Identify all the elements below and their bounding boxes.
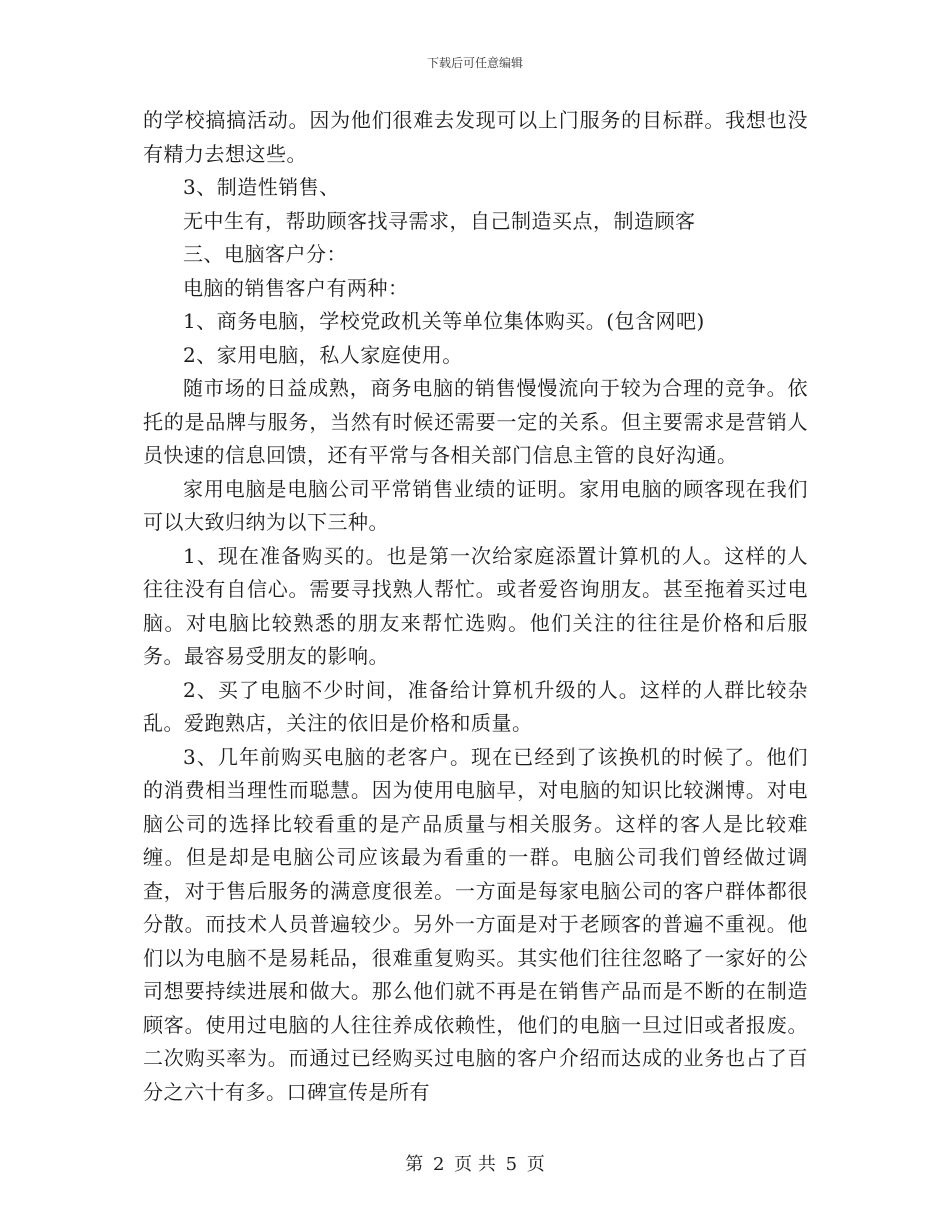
paragraph-7: 2、家用电脑，私人家庭使用。 [183,342,463,367]
total-page-count: 5 [505,1154,518,1175]
paragraph-9: 家用电脑是电脑公司平常销售业绩的证明。家用电脑的顾客现在我们可以大致归纳为以下三种。 [143,476,808,534]
paragraph-6: 1、商务电脑，学校党政机关等单位集体购买。(包含网吧) [183,309,705,333]
paragraph-4: 三、电脑客户分： [183,242,347,266]
document-body [143,104,808,1109]
paragraph-1: 的学校搞搞活动。因为他们很难去发现可以上门服务的目标群。我想也没有精力去想这些。 [143,108,808,166]
footer-suffix: 页 [526,1154,545,1175]
current-page-number: 2 [432,1154,445,1175]
footer-prefix: 第 [405,1154,424,1175]
page-footer [0,1150,950,1176]
paragraph-5: 电脑的销售客户有两种： [183,275,409,300]
paragraph-12: 3、几年前购买电脑的老客户。现在已经到了该换机的时候了。他们的消费相当理性而聪慧。因为使用电脑早，对电脑的知识比较渊博。对电脑公司的选择比较看重的是产品质量与相关服务。这样的客人是比较难缠。但是却是电脑公司应该最为看重的一群。电脑公司我们曾经做过调查，对于售后服务的满意度很差。一方面是每家电脑公司的客户群体都很分散。而技术人员普遍较少。另外一方面是对于老顾客的普遍不重视。他们以为电脑不是易耗品，很难重复购买。其实他们往往忽略了一家好的公司想要持续进展和做大。那么他们就不再是在销售产品而是不断的在制造顾客。使用过电脑的人往往养成依赖性，他们的电脑一旦过旧或者报废。二次购买率为。而通过已经购买过电脑的客户介绍而达成的业务也占了百分之六十有多。口碑宣传是所有 [143,744,808,1104]
footer-middle: 页 共 [454,1154,496,1175]
paragraph-2: 3、制造性销售、 [183,175,340,199]
page-header: 下载后可任意编辑 [426,56,523,70]
paragraph-11: 2、买了电脑不少时间，准备给计算机升级的人。这样的人群比较杂乱。爱跑熟店，关注的依旧是价格和质量。 [143,677,808,735]
paragraph-8: 随市场的日益成熟，商务电脑的销售慢慢流向于较为合理的竞争。依托的是品牌与服务，当然有时候还需要一定的关系。但主要需求是营销人员快速的信息回馈，还有平常与各相关部门信息主管的良好沟通。 [143,376,808,467]
paragraph-10: 1、现在准备购买的。也是第一次给家庭添置计算机的人。这样的人往往没有自信心。需要寻找熟人帮忙。或者爱咨询朋友。甚至拖着买过电脑。对电脑比较熟悉的朋友来帮忙选购。他们关注的往往是价格和后服务。最容易受朋友的影响。 [143,543,808,668]
paragraph-3: 无中生有，帮助顾客找寻需求，自己制造买点，制造顾客 [183,208,696,233]
